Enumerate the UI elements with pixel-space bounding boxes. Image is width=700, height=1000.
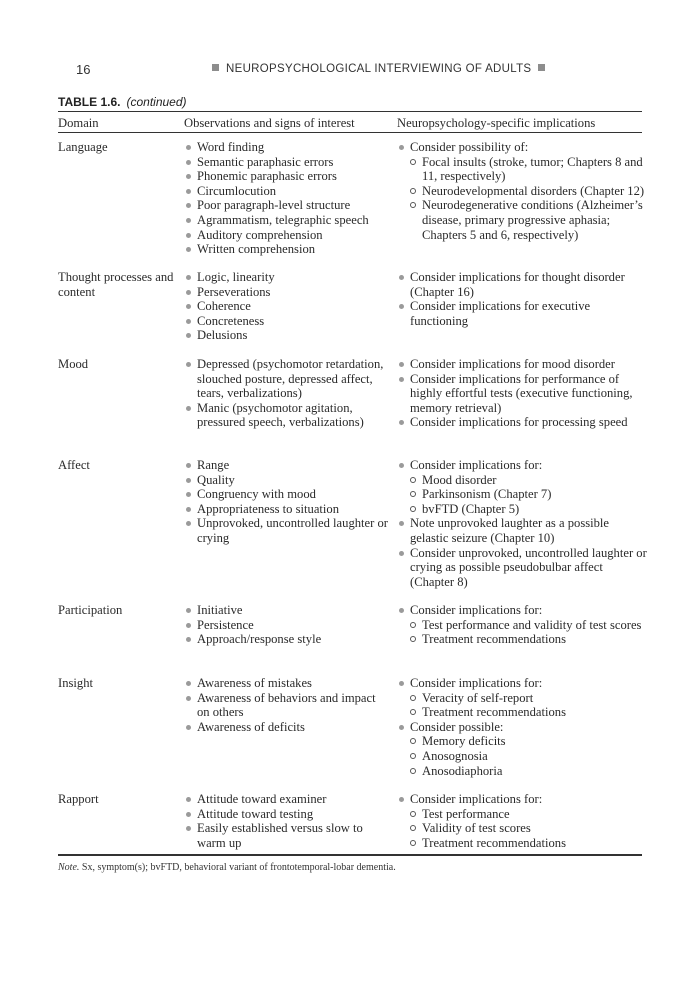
implication-item: Note unprovoked laughter as a possible gelastic seizure (Chapter 10)	[397, 516, 647, 545]
observation-item: Manic (psychomotor agitation, pressured speech, verbalizations)	[184, 401, 388, 430]
implications-cell	[397, 792, 647, 850]
domain-cell: Insight	[58, 676, 93, 690]
observation-item: Awareness of behaviors and impact on others	[184, 691, 388, 720]
implications-cell	[397, 270, 647, 328]
observation-item: Attitude toward testing	[184, 807, 388, 822]
observation-item: Depressed (psychomotor retardation, slouched posture, depressed affect, tears, verbalizations)	[184, 357, 388, 401]
implication-item: Consider implications for:	[397, 792, 647, 807]
domain-cell: Thought processes and content	[58, 270, 174, 299]
implication-subitem: Veracity of self-report	[397, 691, 647, 706]
table-top-rule	[58, 111, 642, 112]
implication-subitem: Test performance	[397, 807, 647, 822]
table-bottom-rule	[58, 854, 642, 856]
observations-cell	[184, 792, 388, 850]
column-header-observations: Observations and signs of interest	[184, 116, 355, 130]
column-header-domain: Domain	[58, 116, 99, 130]
observation-item: Perseverations	[184, 285, 388, 300]
implication-item: Consider implications for:	[397, 458, 647, 473]
observation-item: Appropriateness to situation	[184, 502, 388, 517]
implication-subitem: Neurodevelopmental disorders (Chapter 12)	[397, 184, 647, 199]
observation-item: Congruency with mood	[184, 487, 388, 502]
observation-item: Circumlocution	[184, 184, 388, 199]
implication-item: Consider implications for:	[397, 676, 647, 691]
running-title	[212, 63, 545, 75]
observations-cell	[184, 270, 388, 343]
observations-cell	[184, 140, 388, 257]
observation-item: Concreteness	[184, 314, 388, 329]
observation-item: Persistence	[184, 618, 388, 633]
implications-cell	[397, 140, 647, 242]
observation-item: Word finding	[184, 140, 388, 155]
domain-cell: Participation	[58, 603, 123, 617]
observations-cell	[184, 357, 388, 430]
table-note	[58, 862, 396, 873]
implication-item: Consider possible:	[397, 720, 647, 735]
implication-subitem: Focal insults (stroke, tumor; Chapters 8 and 11, respectively)	[397, 155, 647, 184]
table-caption	[58, 95, 187, 109]
implications-cell	[397, 676, 647, 778]
implication-item: Consider implications for processing speed	[397, 415, 647, 430]
implication-item: Consider implications for mood disorder	[397, 357, 647, 372]
implication-subitem: Mood disorder	[397, 473, 647, 488]
running-title-text: NEUROPSYCHOLOGICAL INTERVIEWING OF ADULTS	[226, 63, 532, 75]
observation-item: Agrammatism, telegraphic speech	[184, 213, 388, 228]
observation-item: Initiative	[184, 603, 388, 618]
implication-subitem: Memory deficits	[397, 734, 647, 749]
domain-cell: Mood	[58, 357, 89, 371]
observation-item: Quality	[184, 473, 388, 488]
implication-subitem: Neurodegenerative conditions (Alzheimer’s disease, primary progressive aphasia; Chapters 5 and 6, respectively)	[397, 198, 647, 242]
observations-cell	[184, 458, 388, 546]
observation-item: Logic, linearity	[184, 270, 388, 285]
square-ornament-icon	[212, 64, 219, 71]
observation-item: Easily established versus slow to warm up	[184, 821, 388, 850]
square-ornament-icon	[538, 64, 545, 71]
observation-item: Unprovoked, uncontrolled laughter or crying	[184, 516, 388, 545]
observation-item: Auditory comprehension	[184, 228, 388, 243]
table-header-rule	[58, 132, 642, 133]
observation-item: Written comprehension	[184, 242, 388, 257]
observation-item: Range	[184, 458, 388, 473]
implication-item: Consider unprovoked, uncontrolled laughter or crying as possible pseudobulbar affect (Chapter 8)	[397, 546, 647, 590]
observations-cell	[184, 676, 388, 734]
note-label: Note.	[58, 862, 80, 873]
observation-item: Semantic paraphasic errors	[184, 155, 388, 170]
column-header-implications: Neuropsychology-specific implications	[397, 116, 596, 130]
implications-cell	[397, 458, 647, 589]
implication-subitem: Treatment recommendations	[397, 632, 647, 647]
observation-item: Awareness of deficits	[184, 720, 388, 735]
implication-subitem: Anosognosia	[397, 749, 647, 764]
observations-cell	[184, 603, 388, 647]
note-text: Sx, symptom(s); bvFTD, behavioral variant of frontotemporal-lobar dementia.	[81, 862, 396, 873]
observation-item: Delusions	[184, 328, 388, 343]
observation-item: Poor paragraph-level structure	[184, 198, 388, 213]
implication-subitem: Anosodiaphoria	[397, 764, 647, 779]
observation-item: Phonemic paraphasic errors	[184, 169, 388, 184]
implication-item: Consider implications for thought disorder (Chapter 16)	[397, 270, 647, 299]
observation-item: Attitude toward examiner	[184, 792, 388, 807]
implication-item: Consider implications for performance of highly effortful tests (executive functioning, memory retrieval)	[397, 372, 647, 416]
domain-cell: Language	[58, 140, 108, 154]
implications-cell	[397, 603, 647, 647]
running-head	[0, 62, 700, 80]
implication-item: Consider implications for executive functioning	[397, 299, 647, 328]
implication-subitem: Treatment recommendations	[397, 705, 647, 720]
observation-item: Awareness of mistakes	[184, 676, 388, 691]
observation-item: Approach/response style	[184, 632, 388, 647]
implication-subitem: Parkinsonism (Chapter 7)	[397, 487, 647, 502]
observation-item: Coherence	[184, 299, 388, 314]
page-number: 16	[76, 62, 91, 77]
implication-subitem: bvFTD (Chapter 5)	[397, 502, 647, 517]
domain-cell: Rapport	[58, 792, 99, 806]
implication-item: Consider possibility of:	[397, 140, 647, 155]
table-label: TABLE 1.6.	[58, 95, 121, 109]
implication-item: Consider implications for:	[397, 603, 647, 618]
implication-subitem: Treatment recommendations	[397, 836, 647, 851]
domain-cell: Affect	[58, 458, 90, 472]
table-continued: (continued)	[126, 95, 187, 109]
implication-subitem: Test performance and validity of test scores	[397, 618, 647, 633]
implications-cell	[397, 357, 647, 430]
implication-subitem: Validity of test scores	[397, 821, 647, 836]
